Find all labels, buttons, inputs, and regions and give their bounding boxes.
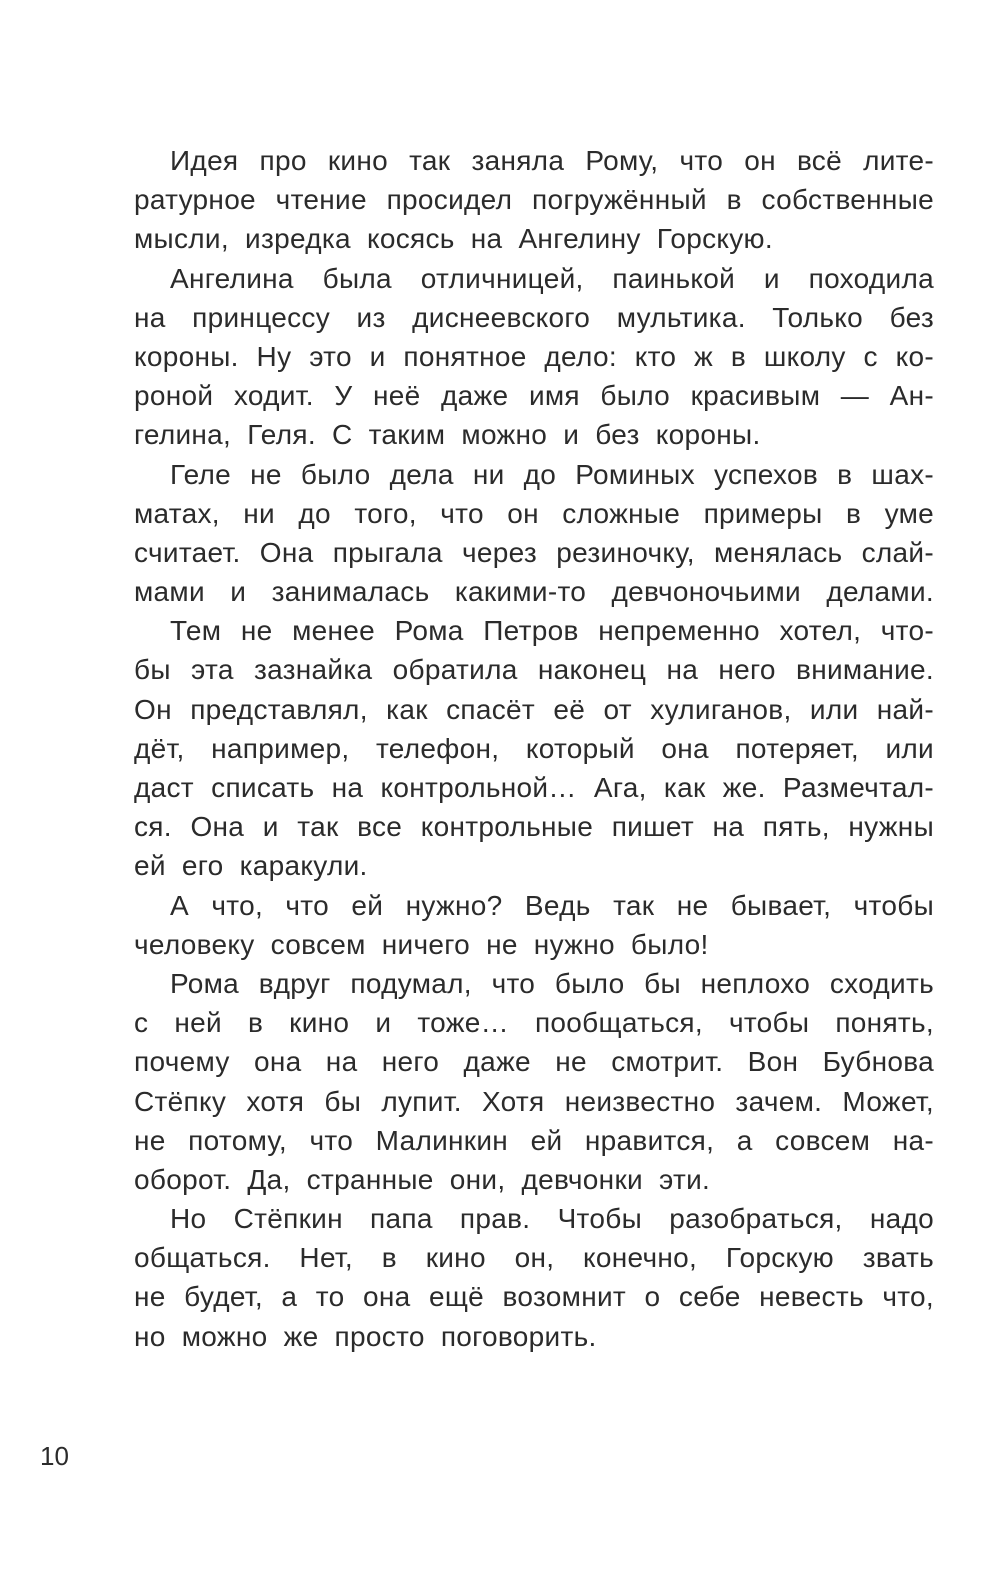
text-line: ей его каракули. xyxy=(134,850,368,882)
body-text xyxy=(134,141,934,1356)
paragraph xyxy=(134,886,934,964)
text-line: ся. Она и так все контрольные пишет на пять, нужны xyxy=(134,811,934,843)
text-line: роной ходит. У неё даже имя было красивым — Ан- xyxy=(134,380,934,412)
text-line: считает. Она прыгала через резиночку, менялась слай- xyxy=(134,536,934,568)
text-line: даст списать на контрольной… Ага, как же. Размечтал- xyxy=(134,772,934,803)
paragraph xyxy=(134,141,934,259)
paragraph xyxy=(134,611,934,885)
text-line: но можно же просто поговорить. xyxy=(134,1320,597,1352)
text-line: Стёпку хотя бы лупит. Хотя неизвестно зачем. Может, xyxy=(134,1085,934,1117)
text-line: не будет, а то она ещё возомнит о себе невесть что, xyxy=(134,1281,934,1313)
text-line: дёт, например, телефон, который она потеряет, или xyxy=(134,732,934,764)
text-line: Но Стёпкин папа прав. Чтобы разобраться, надо xyxy=(170,1203,934,1235)
text-line: общаться. Нет, в кино он, конечно, Горскую звать xyxy=(134,1242,934,1274)
text-line: короны. Ну это и понятное дело: кто ж в школу с ко- xyxy=(134,340,934,372)
text-line: Он представлял, как спасёт её от хулиганов, или най- xyxy=(134,693,934,725)
paragraph xyxy=(134,964,934,1199)
text-line: Ангелина была отличницей, паинькой и походила xyxy=(170,262,934,294)
paragraph xyxy=(134,455,934,612)
text-line: на принцессу из диснеевского мультика. Только без xyxy=(134,301,934,333)
page-number: 10 xyxy=(40,1441,69,1471)
text-line: Геле не было дела ни до Роминых успехов в шах- xyxy=(170,458,934,490)
text-line: гелина, Геля. С таким можно и без короны. xyxy=(134,419,761,451)
text-line: человеку совсем ничего не нужно было! xyxy=(134,928,709,960)
paragraph xyxy=(134,1199,934,1356)
text-line: А что, что ей нужно? Ведь так не бывает, чтобы xyxy=(170,889,934,921)
text-line: ратурное чтение просидел погружённый в собственные xyxy=(134,184,934,216)
text-line: Рома вдруг подумал, что было бы неплохо сходить xyxy=(170,967,934,999)
text-line: оборот. Да, странные они, девчонки эти. xyxy=(134,1163,711,1195)
text-line: Тем не менее Рома Петров непременно хотел, что- xyxy=(170,615,934,647)
text-line: матах, ни до того, что он сложные примеры в уме xyxy=(134,497,934,529)
text-line: не потому, что Малинкин ей нравится, а совсем на- xyxy=(134,1124,934,1156)
text-line: Идея про кино так заняла Рому, что он всё лите- xyxy=(170,145,934,176)
text-line: бы эта зазнайка обратила наконец на него внимание. xyxy=(134,654,934,686)
text-line: с ней в кино и тоже… пообщаться, чтобы понять, xyxy=(134,1007,934,1039)
paragraph xyxy=(134,259,934,455)
text-line: мами и занималась какими-то девчоночьими делами. xyxy=(134,576,934,608)
text-line: почему она на него даже не смотрит. Вон Бубнова xyxy=(134,1046,934,1078)
text-line: мысли, изредка косясь на Ангелину Горскую. xyxy=(134,223,773,255)
